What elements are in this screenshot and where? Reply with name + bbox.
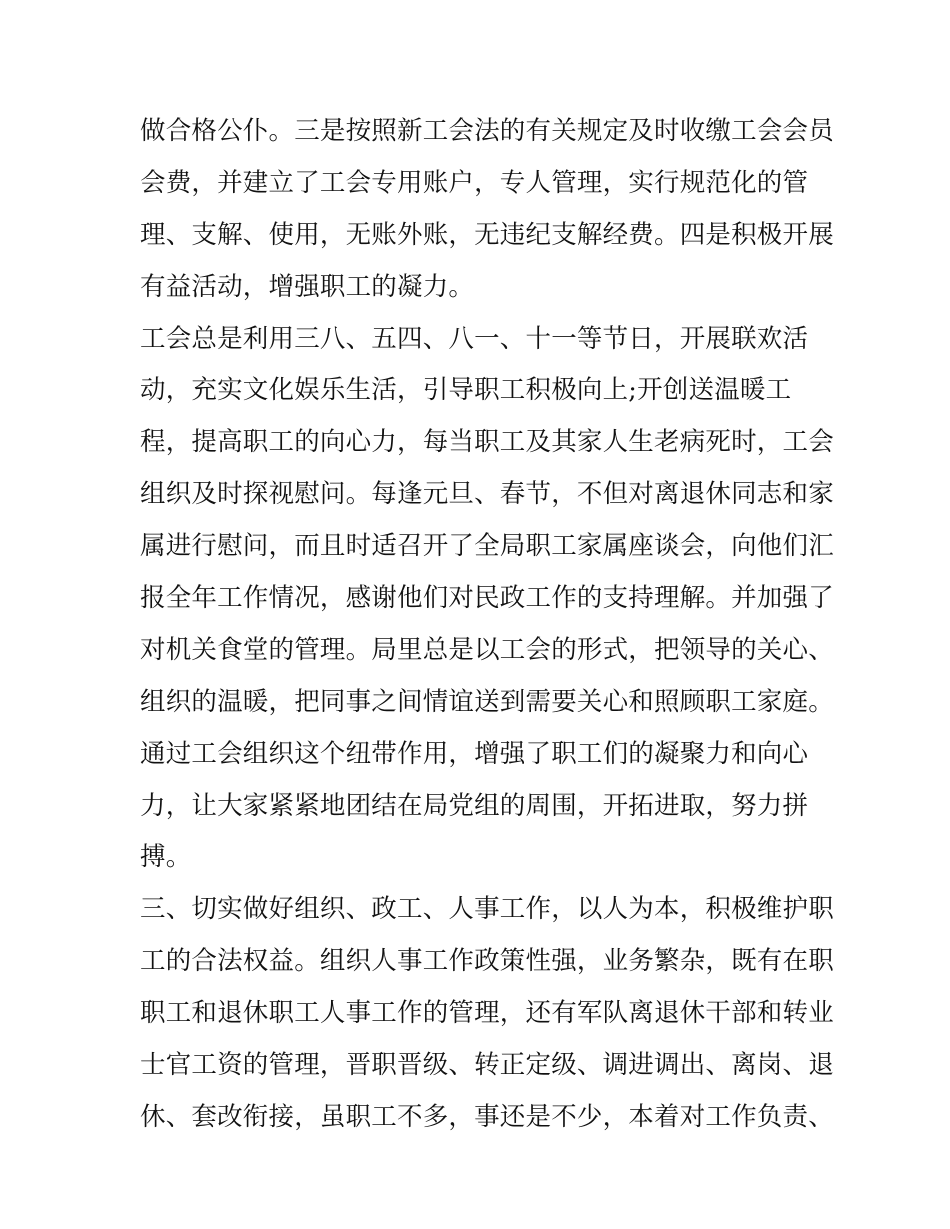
text-line: 力，让大家紧紧地团结在局党组的周围，开拓进取，努力拼 [140,790,809,821]
text-line: 三、切实做好组织、政工、人事工作，以人为本，积极维护职 [140,894,834,925]
body-text [140,106,834,1144]
text-line: 报全年工作情况，感谢他们对民政工作的支持理解。并加强了 [140,583,834,614]
text-line: 动，充实文化娱乐生活，引导职工积极向上;开创送温暖工 [140,375,792,406]
text-line: 工的合法权益。组织人事工作政策性强，业务繁杂，既有在职 [140,946,834,977]
text-line: 通过工会组织这个纽带作用，增强了职工们的凝聚力和向心 [140,738,809,769]
text-line: 士官工资的管理，晋职晋级、转正定级、调进调出、离岗、退 [140,1050,834,1081]
text-line: 工会总是利用三八、五四、八一、十一等节日，开展联欢活 [140,323,809,354]
text-line: 休、套改衔接，虽职工不多，事还是不少，本着对工作负责、 [140,1101,834,1132]
text-line: 会费，并建立了工会专用账户，专人管理，实行规范化的管 [140,167,809,198]
text-line: 有益活动，增强职工的凝力。 [140,271,475,302]
text-line: 做合格公仆。三是按照新工会法的有关规定及时收缴工会会员 [140,116,834,146]
text-line: 理、支解、使用，无账外账，无违纪支解经费。四是积极开展 [140,219,834,250]
text-line: 组织的温暖，把同事之间情谊送到需要关心和照顾职工家庭。 [140,686,834,717]
text-line: 组织及时探视慰问。每逢元旦、春节，不但对离退休同志和家 [140,479,834,510]
text-line: 职工和退休职工人事工作的管理，还有军队离退休干部和转业 [140,998,834,1029]
text-line: 程，提高职工的向心力，每当职工及其家人生老病死时，工会 [140,427,834,458]
text-line: 搏。 [140,842,192,873]
text-line: 属进行慰问，而且时适召开了全局职工家属座谈会，向他们汇 [140,531,834,562]
text-line: 对机关食堂的管理。局里总是以工会的形式，把领导的关心、 [140,634,834,665]
